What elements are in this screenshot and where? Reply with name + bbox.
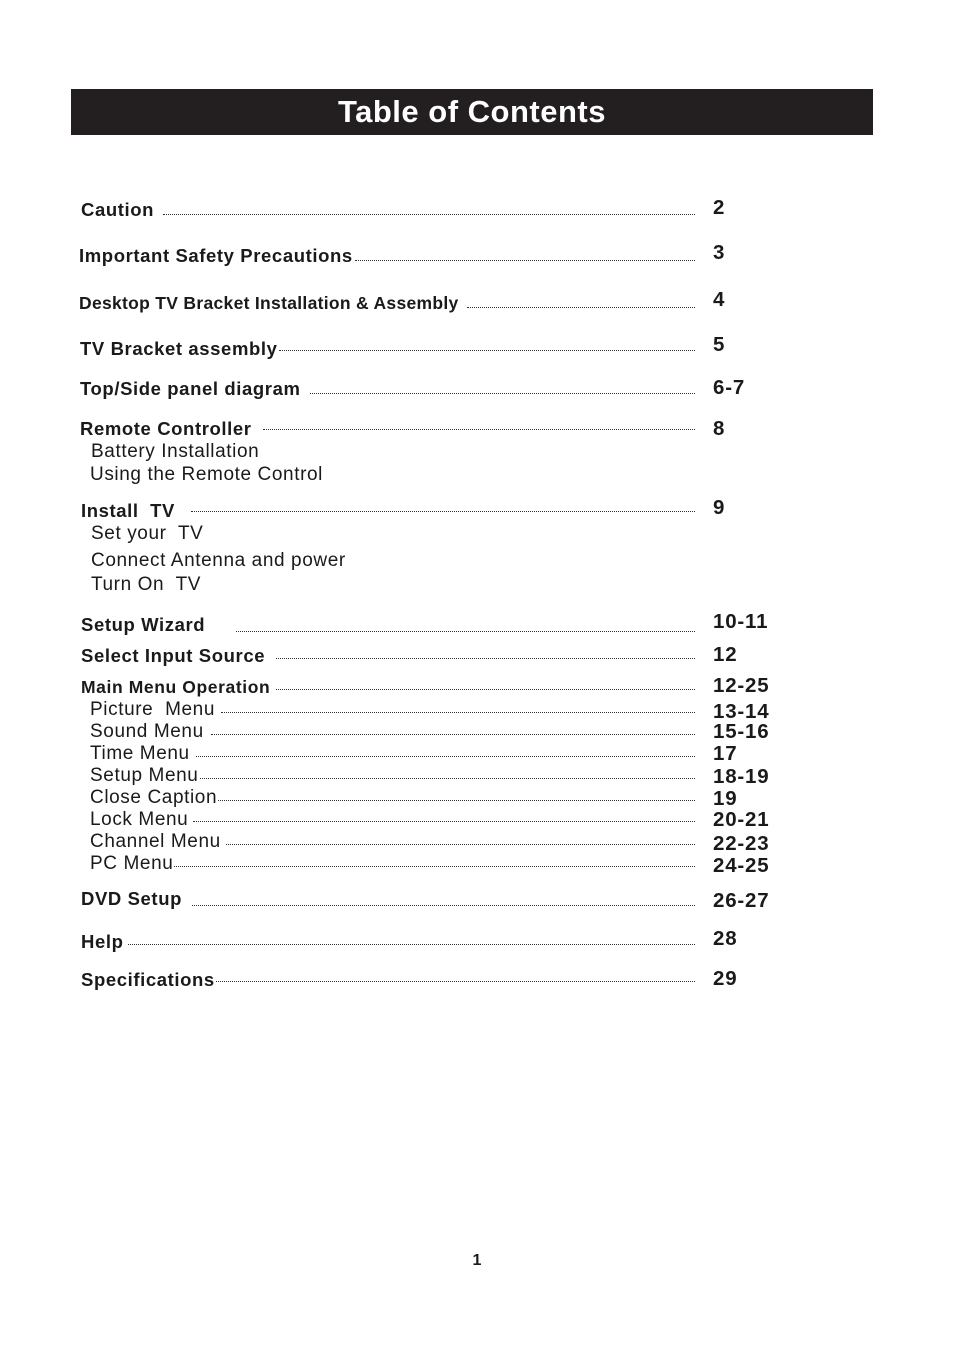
toc-page-number: 29 [713,967,738,990]
toc-label: Caution [81,198,155,220]
toc-entry-remote-controller[interactable] [80,414,695,438]
toc-page-number: 5 [713,333,726,356]
toc-page-number: 28 [713,927,738,950]
toc-label: Remote Controller [80,417,252,439]
dot-leader [218,800,695,801]
dot-leader [276,689,695,690]
dot-leader [196,756,695,757]
toc-label: Specifications [81,968,215,990]
toc-page-number: 3 [713,241,726,264]
toc-label: Setup Wizard [81,613,206,635]
toc-submenu-setup-menu[interactable] [90,763,695,785]
toc-entry-help[interactable] [81,927,695,951]
dot-leader [193,821,695,822]
toc-entry-caution[interactable] [81,195,695,219]
toc-entry-install-tv[interactable] [81,496,695,520]
toc-page-number: 20-21 [713,808,770,831]
toc-page-number: 9 [713,496,726,519]
toc-page-number: 10-11 [713,610,769,633]
page-title: Table of Contents [338,94,606,129]
dot-leader [163,214,695,215]
toc-label: PC Menu [90,853,174,874]
dot-leader [174,866,695,867]
toc-label: Top/Side panel diagram [80,377,301,399]
toc-page-number: 15-16 [713,720,770,743]
toc-label: Important Safety Precautions [79,244,353,266]
toc-page-number: 17 [713,742,738,765]
toc-submenu-time-menu[interactable] [90,741,695,763]
dot-leader [216,981,695,982]
toc-entry-tv-bracket-assembly[interactable] [80,334,695,358]
toc-submenu-pc-menu[interactable] [90,851,695,873]
dot-leader [191,511,695,512]
toc-page-number: 12-25 [713,674,770,697]
toc-label: DVD Setup [81,887,182,909]
toc-label: Desktop TV Bracket Installation & Assembly [79,292,459,313]
toc-entry-select-input-source[interactable] [81,641,695,665]
toc-label: Channel Menu [90,831,221,852]
toc-label: Close Caption [90,787,218,808]
toc-page-number: 19 [713,787,738,810]
dot-leader [200,778,695,779]
dot-leader [276,658,695,659]
dot-leader [226,844,695,845]
toc-subitem-connect-antenna[interactable]: Connect Antenna and power [91,550,346,571]
toc-entry-main-menu-operation[interactable] [81,672,695,696]
dot-leader [128,944,696,945]
dot-leader [211,734,695,735]
dot-leader [263,429,695,430]
dot-leader [355,260,695,261]
toc-submenu-close-caption[interactable] [90,785,695,807]
toc-page-number: 12 [713,643,738,666]
toc-label: Time Menu [90,743,190,764]
toc-submenu-sound-menu[interactable] [90,719,695,741]
toc-page-number: 26-27 [713,889,770,912]
toc-label: Install TV [81,499,175,521]
toc-entry-specifications[interactable] [81,965,695,989]
dot-leader [467,307,695,308]
toc-page-number: 13-14 [713,700,770,723]
toc-label: Select Input Source [81,644,266,666]
toc-page-number: 22-23 [713,832,770,855]
toc-label: Main Menu Operation [81,676,271,697]
page-footer-number: 1 [472,1252,482,1269]
toc-label: Setup Menu [90,765,199,786]
toc-subitem-battery-installation[interactable]: Battery Installation [91,441,260,462]
toc-submenu-channel-menu[interactable] [90,829,695,851]
toc-label: Lock Menu [90,809,189,830]
toc-subitem-using-remote-control[interactable]: Using the Remote Control [90,464,324,485]
toc-subitem-set-your-tv[interactable]: Set your TV [91,523,204,544]
toc-page-number: 6-7 [713,376,746,399]
toc-page-number: 8 [713,417,726,440]
toc-entry-desktop-tv-bracket[interactable] [79,288,695,312]
toc-page-number: 4 [713,288,726,311]
toc-submenu-lock-menu[interactable] [90,807,695,829]
dot-leader [310,393,695,394]
toc-submenu-picture-menu[interactable] [90,697,695,719]
dot-leader [221,712,695,713]
toc-page-number: 24-25 [713,854,770,877]
toc-label: TV Bracket assembly [80,337,278,359]
toc-label: Picture Menu [90,699,216,720]
toc-entry-setup-wizard[interactable] [81,610,695,634]
dot-leader [192,905,695,906]
toc-page-number: 2 [713,196,726,219]
title-bar [71,89,873,135]
toc-entry-top-side-panel-diagram[interactable] [80,374,695,398]
toc-subitem-turn-on-tv[interactable]: Turn On TV [91,574,202,595]
toc-page-number: 18-19 [713,765,770,788]
dot-leader [236,631,695,632]
toc-label: Help [81,930,124,952]
dot-leader [279,350,695,351]
toc-label: Sound Menu [90,721,204,742]
toc-entry-important-safety-precautions[interactable] [79,241,695,265]
toc-entry-dvd-setup[interactable] [81,884,695,908]
